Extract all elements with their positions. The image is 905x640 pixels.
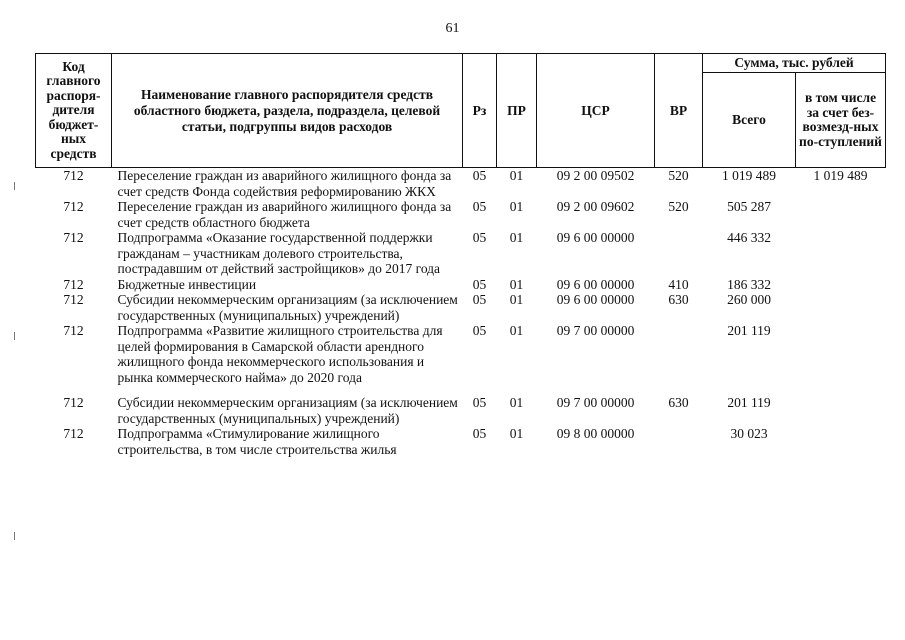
cell-free (796, 199, 886, 230)
header-total: Всего (703, 73, 796, 168)
cell-csr: 09 7 00 00000 (556, 323, 635, 338)
cell-code: 712 (63, 199, 84, 214)
cell-pr: 01 (509, 276, 524, 292)
table-header (36, 54, 886, 168)
table-row (36, 168, 886, 200)
cell-pr: 01 (509, 168, 524, 183)
cell-name: Переселение граждан из аварийного жилищного фонда за счет средств областного бюджета (117, 199, 452, 230)
table-row (36, 199, 886, 230)
cell-pr: 01 (509, 323, 524, 338)
header-name: Наименование главного распорядителя средств областного бюджета, раздела, подраздела, целевой статьи, подгруппы видов расходов (112, 54, 463, 168)
table-row (36, 385, 886, 426)
table-body (36, 168, 886, 458)
cell-pr: 01 (509, 292, 524, 307)
cell-code: 712 (63, 276, 84, 292)
header-rz: Рз (463, 54, 497, 168)
cell-total: 446 332 (727, 230, 771, 245)
cell-code: 712 (63, 230, 84, 245)
cell-rz: 05 (472, 292, 487, 307)
cell-rz: 05 (472, 395, 487, 410)
cell-total: 1 019 489 (722, 168, 776, 183)
cell-free (796, 230, 886, 277)
cell-csr: 09 7 00 00000 (556, 395, 635, 410)
cell-vr: 630 (668, 292, 689, 307)
cell-name: Подпрограмма «Стимулирование жилищного строительства, в том числе строительства жилья (117, 426, 397, 457)
cell-csr: 09 8 00 00000 (556, 426, 635, 441)
cell-total: 186 332 (727, 276, 771, 292)
cell-name: Субсидии некоммерческим организациям (за исключением государственных (муниципальных) учреждений) (117, 395, 458, 426)
header-free: в том числе за счет без-возмезд-ных по-ступлений (796, 73, 886, 168)
cell-vr: 520 (668, 199, 689, 214)
cell-csr: 09 6 00 00000 (556, 276, 635, 292)
cell-total: 505 287 (727, 199, 771, 214)
table-row (36, 277, 886, 293)
header-csr: ЦСР (537, 54, 655, 168)
cell-rz: 05 (472, 230, 487, 245)
cell-rz: 05 (472, 276, 487, 292)
cell-code: 712 (63, 168, 84, 183)
cell-csr: 09 2 00 09502 (556, 168, 635, 183)
cell-free (796, 385, 886, 426)
cell-vr: 410 (668, 276, 689, 292)
cell-vr: 520 (668, 168, 689, 183)
header-sum: Сумма, тыс. рублей (703, 54, 886, 73)
table-row (36, 426, 886, 457)
cell-name: Переселение граждан из аварийного жилищного фонда за счет средств Фонда содействия реформированию ЖКХ (117, 168, 452, 199)
table-row (36, 230, 886, 277)
cell-rz: 05 (472, 168, 487, 183)
cell-name: Бюджетные инвестиции (117, 276, 257, 292)
header-pr: ПР (497, 54, 537, 168)
margin-mark (14, 182, 15, 190)
cell-name: Подпрограмма «Оказание государственной поддержки гражданам – участникам долевого строительства, пострадавшим от действий застройщиков» до 2017 года (117, 230, 441, 276)
cell-free (796, 426, 886, 457)
cell-rz: 05 (472, 426, 487, 441)
cell-code: 712 (63, 395, 84, 410)
margin-mark (14, 332, 15, 340)
table-row (36, 292, 886, 323)
cell-vr (655, 426, 703, 457)
cell-free (796, 277, 886, 293)
header-vr: ВР (655, 54, 703, 168)
cell-code: 712 (63, 426, 84, 441)
cell-code: 712 (63, 292, 84, 307)
cell-code: 712 (63, 323, 84, 338)
cell-pr: 01 (509, 426, 524, 441)
cell-free (796, 323, 886, 385)
cell-vr (655, 230, 703, 277)
cell-free (796, 292, 886, 323)
cell-pr: 01 (509, 199, 524, 214)
cell-total: 201 119 (727, 395, 771, 410)
cell-vr (655, 323, 703, 385)
cell-name: Подпрограмма «Развитие жилищного строительства для целей формирования в Самарской области арендного жилищного фонда некоммерческого использования и рынка коммерческого найма» до 2020 года (117, 323, 443, 385)
cell-vr: 630 (668, 395, 689, 410)
margin-mark (14, 532, 15, 540)
table-row (36, 323, 886, 385)
budget-table (35, 53, 886, 457)
cell-csr: 09 2 00 09602 (556, 199, 635, 214)
cell-rz: 05 (472, 323, 487, 338)
page-number: 61 (445, 21, 460, 36)
cell-total: 260 000 (727, 292, 771, 307)
header-code: Код главного распоря-дителя бюджет-ных средств (36, 54, 112, 168)
cell-rz: 05 (472, 199, 487, 214)
cell-pr: 01 (509, 230, 524, 245)
cell-csr: 09 6 00 00000 (556, 292, 635, 307)
cell-free: 1 019 489 (813, 168, 868, 183)
cell-total: 30 023 (730, 426, 768, 441)
cell-pr: 01 (509, 395, 524, 410)
cell-csr: 09 6 00 00000 (556, 230, 635, 245)
cell-name: Субсидии некоммерческим организациям (за исключением государственных (муниципальных) учреждений) (117, 292, 458, 323)
cell-total: 201 119 (727, 323, 771, 338)
